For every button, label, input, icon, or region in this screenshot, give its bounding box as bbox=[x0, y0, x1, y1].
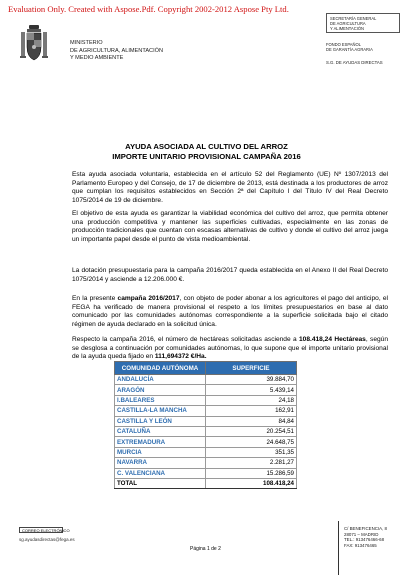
paragraph-5-text: Respecto la campaña 2016, el número de hectáreas solicitadas asciende a bbox=[72, 336, 299, 343]
table-row bbox=[115, 426, 297, 436]
table-row bbox=[115, 416, 297, 426]
table-row bbox=[115, 406, 297, 416]
table-row bbox=[115, 385, 297, 395]
watermark-text: Evaluation Only. Created with Aspose.Pdf. Copyright 2002-2012 Aspose Pty Ltd. bbox=[8, 4, 289, 14]
region-cell: ANDALUCÍA bbox=[115, 375, 206, 385]
paragraph-5-bold: 111,694372 €/Ha. bbox=[154, 353, 207, 360]
table-row bbox=[115, 458, 297, 468]
page-number: Página 1 de 2 bbox=[190, 546, 221, 552]
fondo-line: FONDO ESPAÑOL bbox=[326, 42, 361, 47]
paragraph-5 bbox=[72, 336, 388, 362]
region-cell: NAVARRA bbox=[115, 458, 206, 468]
paragraph-3-text: La dotación presupuestaria para la campaña 2016/2017 queda establecida en el Anexo II del Real Decreto 1075/2014 y asciende a 12.206.000 €. bbox=[72, 267, 388, 283]
area-cell: 24.648,75 bbox=[206, 437, 297, 447]
area-cell: 15.286,59 bbox=[206, 468, 297, 478]
column-header-area: SUPERFICIE bbox=[206, 362, 297, 375]
fondo-label bbox=[326, 42, 373, 53]
region-cell: EXTREMADURA bbox=[115, 437, 206, 447]
table-header-row bbox=[115, 362, 297, 375]
address-line: FAX: 913476465 bbox=[344, 542, 377, 548]
document-title: AYUDA ASOCIADA AL CULTIVO DEL ARROZ bbox=[125, 142, 288, 151]
secretaria-box bbox=[326, 13, 400, 33]
paragraph-5-bold: 108.418,24 Hectáreas bbox=[298, 336, 366, 343]
region-cell: MURCIA bbox=[115, 447, 206, 457]
secretaria-line: DE AGRICULTURA bbox=[330, 21, 366, 27]
table-row bbox=[115, 375, 297, 385]
paragraph-4-text: En la presente bbox=[72, 295, 118, 302]
subdireccion-label: S.G. DE AYUDAS DIRECTAS bbox=[326, 60, 383, 65]
paragraph-4 bbox=[72, 295, 388, 329]
paragraph-3 bbox=[72, 267, 388, 284]
area-cell: 162,91 bbox=[206, 406, 297, 416]
region-cell: CATALUÑA bbox=[115, 426, 206, 436]
table-row bbox=[115, 468, 297, 478]
area-cell: 20.254,51 bbox=[206, 426, 297, 436]
document-subtitle: IMPORTE UNITARIO PROVISIONAL CAMPAÑA 2016 bbox=[112, 152, 301, 161]
coat-of-arms-icon bbox=[20, 24, 48, 64]
region-cell: CASTILLA Y LEÓN bbox=[115, 416, 206, 426]
paragraph-5-text: , según se desglosa a continuación por comunidades autónomas, lo que supone que el importe unitario provisional de la ayuda queda fijado en bbox=[72, 336, 388, 360]
address-line: TEL.: 913476466-68 bbox=[344, 537, 385, 543]
area-cell: 2.281,27 bbox=[206, 458, 297, 468]
ministry-line: Y MEDIO AMBIENTE bbox=[70, 55, 124, 62]
area-cell: 24,18 bbox=[206, 395, 297, 405]
secretaria-line: Y ALIMENTACIÓN bbox=[330, 26, 364, 32]
footer-divider bbox=[338, 521, 339, 575]
table-row bbox=[115, 395, 297, 405]
region-cell: I.BALEARES bbox=[115, 395, 206, 405]
paragraph-4-bold: campaña 2016/2017 bbox=[117, 295, 180, 302]
paragraph-4-text: , con objeto de poder abonar a los agricultores el pago del anticipo, el FEGA ha verificado de manera provisional el respeto a los límites presupuestarios en base al dato comunicado por las comunidades autónomas correspondiente a la superficie solicitada bajo el citado régimen de ayuda declarado en la solicitud única. bbox=[72, 295, 389, 328]
total-label: TOTAL bbox=[115, 478, 206, 488]
region-cell: C. VALENCIANA bbox=[115, 468, 206, 478]
table-total-row bbox=[115, 478, 297, 488]
address-block bbox=[344, 526, 387, 548]
column-header-region: COMUNIDAD AUTÓNOMA bbox=[115, 362, 206, 375]
secretaria-line: SECRETARÍA GENERAL bbox=[330, 16, 377, 21]
total-value: 108.418,24 bbox=[206, 478, 297, 488]
correo-label: CORREO ELECTRÓNICO bbox=[19, 527, 63, 533]
address-line: C/ BENEFICENCIA, 8 bbox=[344, 526, 387, 531]
ministry-name bbox=[70, 40, 163, 63]
area-cell: 351,35 bbox=[206, 447, 297, 457]
area-cell: 84,84 bbox=[206, 416, 297, 426]
table-row bbox=[115, 447, 297, 457]
fondo-line: DE GARANTÍA AGRARIA bbox=[326, 47, 373, 53]
email-link[interactable]: sg.ayudasdirectas@fega.es bbox=[19, 537, 75, 542]
area-cell: 39.884,70 bbox=[206, 375, 297, 385]
superficie-table bbox=[114, 361, 297, 489]
paragraph-1: Esta ayuda asociada voluntaria, establecida en el artículo 52 del Reglamento (UE) Nº 1307/2013 del Parlamento Europeo y del Consejo, de 17 de diciembre de 2013, está destinada a los productores de arroz que cumplan los requisitos establecidos en Sección 2ª del Capítulo I del Título IV del Real Decreto 1075/2014 de 19 de diciembre. bbox=[72, 171, 388, 204]
paragraph-2: El objetivo de esta ayuda es garantizar la viabilidad económica del cultivo del arroz, que permita obtener una producción competitiva y mantener las superficies cultivadas, especialmente en las zonas de producción tradicionales que cuentan con escasas alternativas de cultivo y donde el cultivo del arroz juega un importante papel desde el punto de vista medioambiental. bbox=[72, 210, 388, 243]
area-cell: 5.439,14 bbox=[206, 385, 297, 395]
table-row bbox=[115, 437, 297, 447]
ministry-line: MINISTERIO bbox=[70, 40, 103, 46]
region-cell: ARAGÓN bbox=[115, 385, 206, 395]
ministry-line: DE AGRICULTURA, ALIMENTACIÓN bbox=[70, 47, 164, 54]
region-cell: CASTILLA-LA MANCHA bbox=[115, 406, 206, 416]
address-line: 28071 – MADRID bbox=[344, 531, 379, 537]
